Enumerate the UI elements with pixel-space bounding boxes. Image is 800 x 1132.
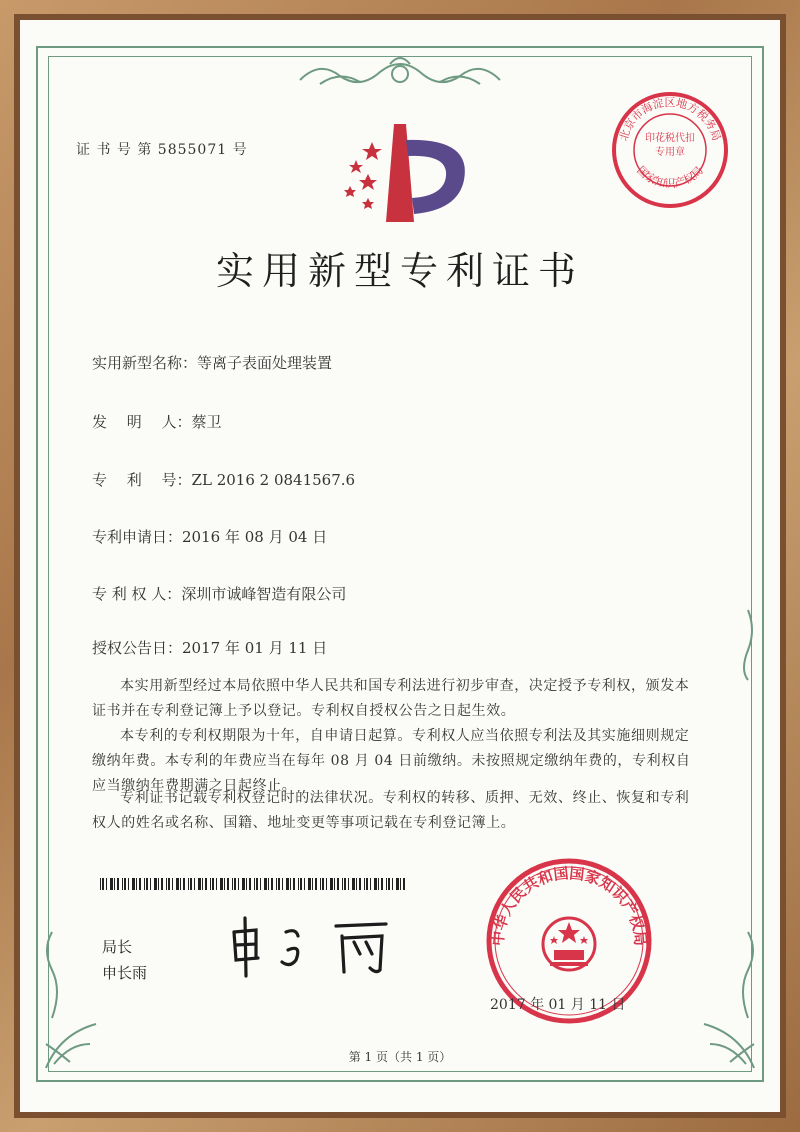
side-ornament-icon [736, 600, 760, 690]
field-grant-date [92, 637, 327, 658]
field-application-date [92, 526, 327, 547]
field-label: 授权公告日： [92, 639, 183, 657]
signatory-title: 局长 [102, 938, 133, 956]
field-patent-number [92, 469, 355, 490]
handwritten-signature [226, 910, 406, 980]
field-value: ZL 2016 2 0841567.6 [191, 471, 356, 489]
side-ornament-icon [40, 930, 64, 1020]
field-value: 深圳市诚峰智造有限公司 [181, 585, 347, 603]
certificate-number: 证 书 号 第 5855071 号 [76, 142, 248, 158]
field-value: 蔡卫 [191, 413, 222, 431]
tax-seal-bottom-text: 国家知识产权局 [634, 163, 706, 191]
top-ornament-icon [280, 50, 520, 96]
field-label: 专利申请日： [92, 528, 183, 546]
cnipa-logo-icon [332, 118, 478, 228]
paragraph-legal-status: 专利证书记载专利权登记时的法律状况。专利权的转移、质押、无效、终止、恢复和专利权人的姓名或名称、国籍、地址变更等事项记载在专利登记簿上。 [92, 790, 690, 831]
certificate-title: 实用新型专利证书 [215, 249, 584, 293]
tax-stamp-seal [608, 88, 732, 212]
tax-seal-inner-text: 印花税代扣专用章 [645, 133, 695, 158]
paragraph-grant: 本实用新型经过本局依照中华人民共和国专利法进行初步审查，决定授予专利权，颁发本证书并在专利登记簿上予以登记。专利权自授权公告之日起生效。 [92, 678, 690, 719]
seal-text: 中华人民共和国国家知识产权局 [488, 864, 650, 947]
page-number: 第 1 页（共 1 页） [348, 1050, 452, 1064]
tax-seal-top-text: 北京市海淀区地方税务局 [616, 96, 724, 143]
seal-date: 2017 年 01 月 11 日 [490, 997, 626, 1013]
field-value: 等离子表面处理装置 [197, 354, 333, 372]
field-value: 2016 年 08 月 04 日 [182, 528, 328, 546]
field-utility-model-name [92, 352, 332, 373]
field-label: 实用新型名称： [92, 354, 198, 372]
field-label: 专 利 号： [92, 471, 192, 489]
field-label: 发 明 人： [92, 413, 192, 431]
field-patentee [92, 583, 346, 604]
barcode-icon [100, 878, 410, 890]
field-label: 专 利 权 人： [92, 585, 182, 603]
field-value: 2017 年 01 月 11 日 [182, 639, 328, 657]
paragraph-term: 本专利的专利权期限为十年，自申请日起算。专利权人应当依照专利法及其实施细则规定缴纳年费。本专利的年费应当在每年 08 月 04 日前缴纳。未按照规定缴纳年费的，专利权自应当缴纳年费期满之日起终止。 [92, 728, 691, 794]
side-ornament-icon [736, 930, 760, 1020]
field-inventor [92, 411, 222, 432]
signatory-name: 申长雨 [102, 964, 148, 982]
